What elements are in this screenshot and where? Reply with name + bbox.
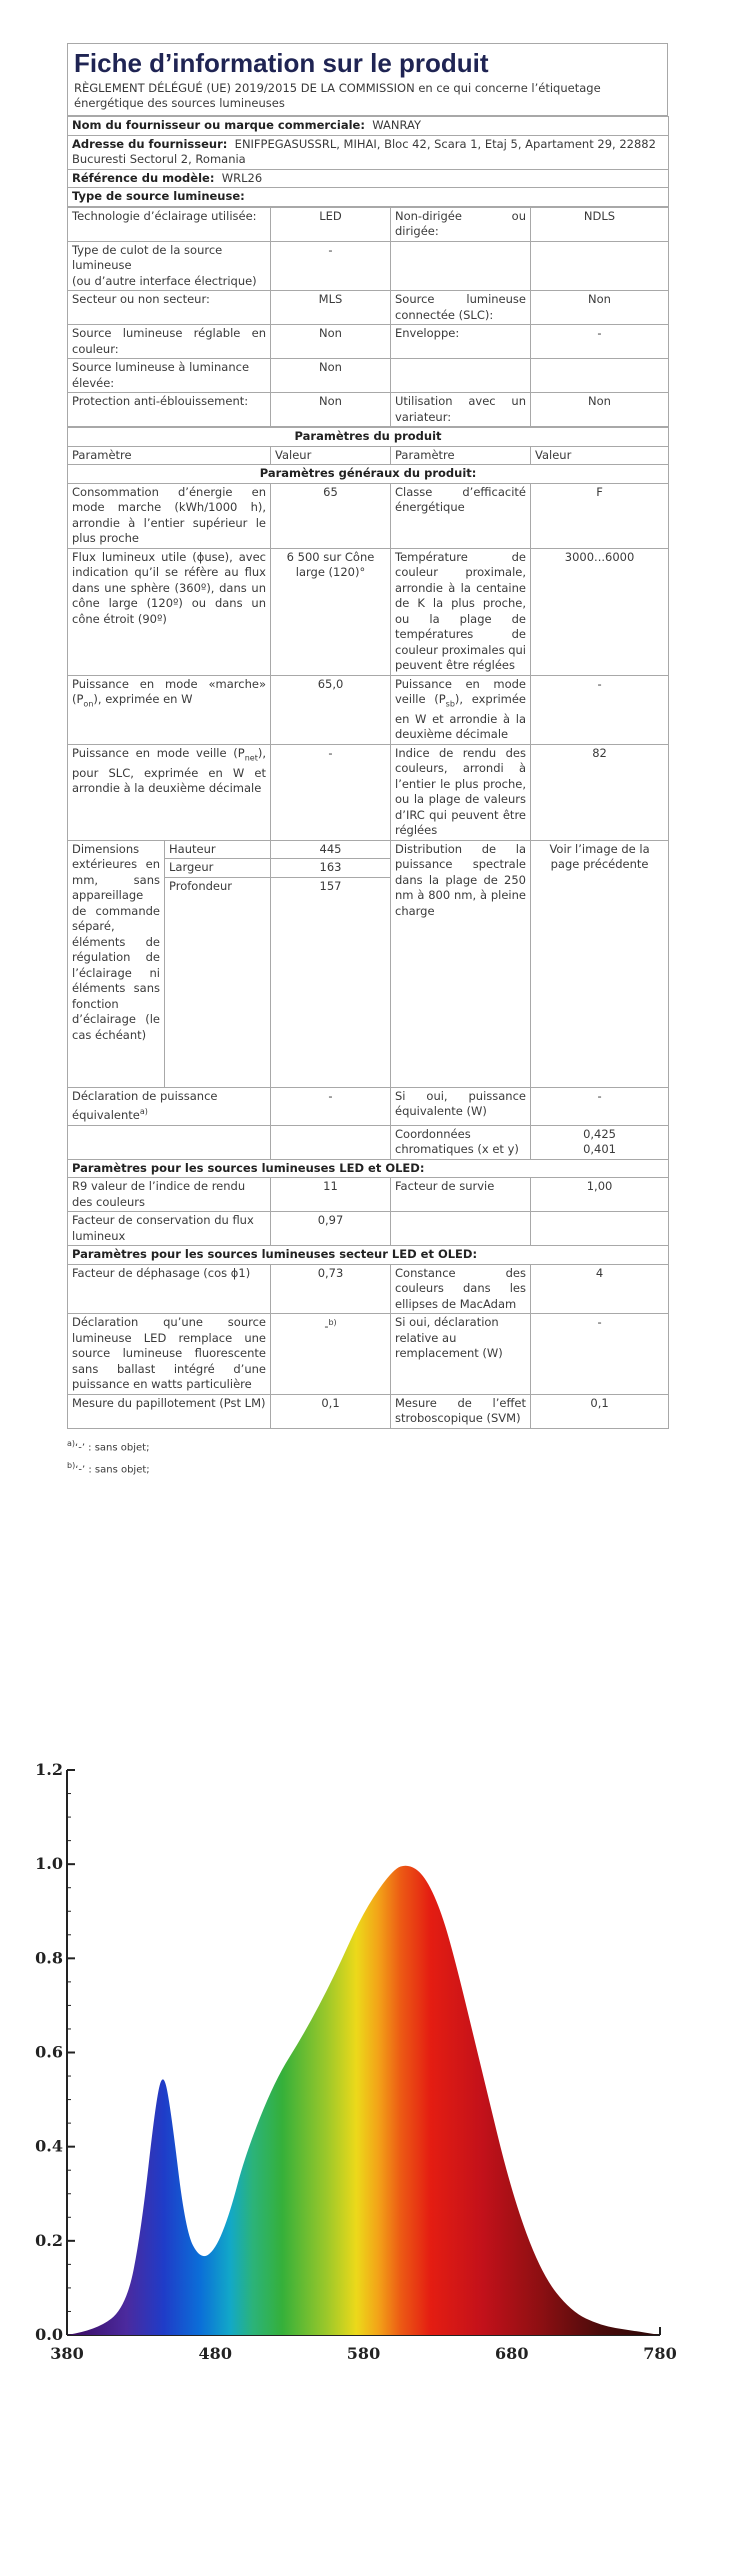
depth-label: Profondeur bbox=[165, 877, 271, 1087]
replacement-watt-value: - bbox=[531, 1314, 669, 1395]
type-row bbox=[68, 207, 669, 241]
flicker-label: Mesure du papillotement (Pst LM) bbox=[68, 1394, 271, 1428]
type-value: Non bbox=[531, 393, 669, 427]
type-label: Non-dirigée ou dirigée: bbox=[391, 207, 531, 241]
height-value: 445 bbox=[271, 840, 391, 859]
y-tick-label: 0.6 bbox=[35, 2042, 63, 2062]
y-tick-label: 0.2 bbox=[35, 2230, 63, 2250]
spectrum-point bbox=[163, 2071, 165, 2073]
y-tick-label: 0.0 bbox=[35, 2325, 63, 2344]
color-consistency-value: 4 bbox=[531, 1264, 669, 1314]
label-part: Puissance en mode veille (P bbox=[395, 676, 526, 706]
phase-row bbox=[68, 1264, 669, 1314]
height-label: Hauteur bbox=[165, 840, 271, 859]
footnote-mark: a) bbox=[67, 1438, 76, 1448]
supplier-name-label: Nom du fournisseur ou marque commerciale: bbox=[72, 118, 365, 132]
model-label: Référence du modèle: bbox=[72, 170, 215, 185]
label-part: ), pour SLC, exprimée en W et arrondie à la deuxième décimale bbox=[72, 745, 266, 796]
label-subscript: on bbox=[83, 699, 94, 709]
column-header-value: Valeur bbox=[271, 446, 391, 465]
spectrum-point bbox=[363, 1910, 365, 1912]
y-tick-label: 0.4 bbox=[35, 2136, 63, 2156]
type-value: MLS bbox=[271, 291, 391, 325]
x-tick-label: 580 bbox=[346, 2344, 381, 2363]
dimensions-label: Dimensions extérieures en mm, sans appareillage de commande séparé, éléments de régulation de l’éclairage ni éléments sans fonction d’éclairage (le cas échéant) bbox=[68, 840, 165, 1087]
r9-row bbox=[68, 1178, 669, 1212]
flux-row bbox=[68, 548, 669, 675]
product-parameters-table bbox=[67, 427, 669, 1429]
displacement-factor-label: Facteur de déphasage (cos ɸ1) bbox=[68, 1264, 271, 1314]
y-tick-label: 0.8 bbox=[35, 1948, 63, 1968]
column-header-parameter: Paramètre bbox=[68, 446, 271, 465]
empty-cell bbox=[391, 1212, 531, 1246]
label-part: ), exprimée en W et arrondie à la deuxième décimale bbox=[395, 692, 526, 742]
mains-params-title: Paramètres pour les sources lumineuses secteur LED et OLED: bbox=[68, 1246, 669, 1265]
on-mode-power-value: 65,0 bbox=[271, 675, 391, 744]
survival-factor-label: Facteur de survie bbox=[391, 1178, 531, 1212]
spectrum-point bbox=[407, 1863, 409, 1865]
type-label-line: Type de culot de la source lumineuse bbox=[72, 242, 223, 272]
chromaticity-value bbox=[531, 1125, 669, 1159]
footnote bbox=[67, 1437, 668, 1455]
useful-flux-label: Flux lumineux utile (ɸuse), avec indication qu’il se réfère au flux dans une sphère (360º), dans un cône large (120º) ou dans un cône étroit (90º) bbox=[68, 548, 271, 675]
type-value: NDLS bbox=[531, 207, 669, 241]
footnote-text: ‘-’ : sans objet; bbox=[75, 1464, 150, 1476]
params-header-row bbox=[68, 446, 669, 465]
footnote-ref: b) bbox=[328, 1318, 337, 1328]
x-tick-label: 380 bbox=[50, 2344, 84, 2363]
type-row bbox=[68, 359, 669, 393]
replacement-row bbox=[68, 1314, 669, 1395]
useful-flux-value: 6 500 sur Cône large (120)° bbox=[271, 548, 391, 675]
equivalent-power-row bbox=[68, 1087, 669, 1125]
spectrum-point bbox=[392, 1868, 394, 1870]
type-value: - bbox=[271, 241, 391, 291]
equivalent-power-label bbox=[68, 1087, 271, 1125]
document-subtitle: RÈGLEMENT DÉLÉGUÉ (UE) 2019/2015 DE LA COMMISSION en ce qui concerne l’étiquetage énergétique des sources lumineuses bbox=[67, 80, 668, 116]
empty-cell bbox=[68, 1125, 271, 1159]
flicker-value: 0,1 bbox=[271, 1394, 391, 1428]
x-tick-label: 680 bbox=[495, 2344, 529, 2363]
spectrum-point bbox=[274, 2080, 276, 2082]
type-value: Non bbox=[271, 393, 391, 427]
lumen-maintenance-value: 0,97 bbox=[271, 1212, 391, 1246]
spectral-power-distribution-chart bbox=[35, 1750, 677, 2390]
type-label: Source lumineuse réglable en couleur: bbox=[68, 325, 271, 359]
lumen-maintenance-row bbox=[68, 1212, 669, 1246]
type-label: Source lumineuse connectée (SLC): bbox=[391, 291, 531, 325]
cri-value: 82 bbox=[531, 744, 669, 840]
type-label bbox=[391, 359, 531, 393]
width-label: Largeur bbox=[165, 859, 271, 878]
supplier-address-row bbox=[68, 135, 669, 169]
led-title-row bbox=[68, 1159, 669, 1178]
stroboscopic-label: Mesure de l’effet stroboscopique (SVM) bbox=[391, 1394, 531, 1428]
type-label: Technologie d’éclairage utilisée: bbox=[68, 207, 271, 241]
dims-row bbox=[68, 840, 669, 859]
networked-standby-value: - bbox=[271, 744, 391, 840]
chromaticity-row bbox=[68, 1125, 669, 1159]
power-net-row bbox=[68, 744, 669, 840]
equivalent-watt-label: Si oui, puissance équivalente (W) bbox=[391, 1087, 531, 1125]
y-tick-label: 1.2 bbox=[35, 1760, 63, 1779]
consumption-value: 65 bbox=[271, 483, 391, 548]
equivalent-power-value: - bbox=[271, 1087, 391, 1125]
type-label-line: (ou d’autre interface électrique) bbox=[72, 273, 257, 288]
color-temperature-label: Température de couleur proximale, arrondie à la centaine de K la plus proche, ou la plage de températures de couleur proximales qui peuvent être réglées bbox=[391, 548, 531, 675]
type-value: LED bbox=[271, 207, 391, 241]
model-row bbox=[68, 169, 669, 188]
width-value: 163 bbox=[271, 859, 391, 878]
label-part: ), exprimée en W bbox=[93, 692, 193, 706]
power-on-row bbox=[68, 675, 669, 744]
document-title: Fiche d’information sur le produit bbox=[67, 43, 668, 80]
footnote-ref: a) bbox=[139, 1107, 148, 1117]
x-tick-label: 480 bbox=[198, 2344, 232, 2363]
supplier-address-label: Adresse du fournisseur: bbox=[72, 136, 228, 151]
type-label: Protection anti-éblouissement: bbox=[68, 393, 271, 427]
label-part: Puissance en mode veille (P bbox=[72, 745, 245, 760]
spectrum-point bbox=[422, 1873, 424, 1875]
type-row bbox=[68, 291, 669, 325]
label-subscript: sb bbox=[445, 699, 455, 709]
spectrum-point bbox=[155, 2099, 157, 2101]
supplier-name-row bbox=[68, 117, 669, 136]
footnote-text: ‘-’ : sans objet; bbox=[75, 1441, 150, 1453]
type-section-title: Type de source lumineuse: bbox=[68, 188, 669, 207]
equivalent-watt-value: - bbox=[531, 1087, 669, 1125]
color-consistency-label: Constance des couleurs dans les ellipses de MacAdam bbox=[391, 1264, 531, 1314]
footnotes bbox=[67, 1437, 668, 1478]
standby-power-label bbox=[391, 675, 531, 744]
type-label: Source lumineuse à luminance élevée: bbox=[68, 359, 271, 393]
spectral-distribution-value: Voir l’image de la page précédente bbox=[531, 840, 669, 1087]
value-part: - bbox=[324, 1318, 329, 1333]
efficiency-class-value: F bbox=[531, 483, 669, 548]
column-header-parameter: Paramètre bbox=[391, 446, 531, 465]
efficiency-class-label: Classe d’efficacité énergétique bbox=[391, 483, 531, 548]
type-row bbox=[68, 393, 669, 427]
consumption-label: Consommation d’énergie en mode marche (kWh/1000 h), arrondie à l’entier supérieur le plus proche bbox=[68, 483, 271, 548]
color-temperature-value: 3000...6000 bbox=[531, 548, 669, 675]
column-header-value: Valeur bbox=[531, 446, 669, 465]
displacement-factor-value: 0,73 bbox=[271, 1264, 391, 1314]
light-source-type-table bbox=[67, 207, 669, 428]
spectrum-area bbox=[67, 1866, 660, 2335]
y-tick-label: 1.0 bbox=[35, 1854, 63, 1874]
led-params-title: Paramètres pour les sources lumineuses LED et OLED: bbox=[68, 1159, 669, 1178]
footnote bbox=[67, 1459, 668, 1477]
x-tick-label: 780 bbox=[643, 2344, 677, 2363]
lumen-maintenance-label: Facteur de conservation du flux lumineux bbox=[68, 1212, 271, 1246]
networked-standby-label bbox=[68, 744, 271, 840]
empty-cell bbox=[531, 1212, 669, 1246]
label-part: Puissance en mode «marche» (P bbox=[72, 676, 266, 706]
r9-label: R9 valeur de l’indice de rendu des couleurs bbox=[68, 1178, 271, 1212]
type-label bbox=[68, 241, 271, 291]
type-value: Non bbox=[531, 291, 669, 325]
mains-title-row bbox=[68, 1246, 669, 1265]
stroboscopic-value: 0,1 bbox=[531, 1394, 669, 1428]
label-subscript: net bbox=[244, 753, 258, 763]
r9-value: 11 bbox=[271, 1178, 391, 1212]
chromaticity-label: Coordonnées chromatiques (x et y) bbox=[391, 1125, 531, 1159]
type-value bbox=[531, 359, 669, 393]
chromaticity-y: 0,401 bbox=[583, 1142, 616, 1157]
empty-cell bbox=[271, 1125, 391, 1159]
footnote-mark: b) bbox=[67, 1460, 76, 1470]
type-row bbox=[68, 241, 669, 291]
replacement-claim-label: Déclaration qu’une source lumineuse LED remplace une source lumineuse fluorescente sans ballast intégré d’une puissance en watts particulière bbox=[68, 1314, 271, 1395]
type-section-row bbox=[68, 188, 669, 207]
type-row bbox=[68, 325, 669, 359]
replacement-watt-label: Si oui, déclaration relative au remplacement (W) bbox=[391, 1314, 531, 1395]
type-label: Utilisation avec un variateur: bbox=[391, 393, 531, 427]
type-value: Non bbox=[271, 325, 391, 359]
supplier-table bbox=[67, 116, 669, 207]
flicker-row bbox=[68, 1394, 669, 1428]
on-mode-power-label bbox=[68, 675, 271, 744]
cri-label: Indice de rendu des couleurs, arrondi à l’entier le plus proche, ou la plage de valeurs d’IRC qui peuvent être réglées bbox=[391, 744, 531, 840]
supplier-address: ENIFPEGASUSSRL, MIHAI, Bloc 42, Scara 1, Etaj 5, Apartament 29, 22882 Bucuresti Sectorul 2, Romania bbox=[72, 136, 656, 166]
depth-value: 157 bbox=[271, 877, 391, 1087]
consumption-row bbox=[68, 483, 669, 548]
type-value: Non bbox=[271, 359, 391, 393]
chromaticity-x: 0,425 bbox=[583, 1126, 616, 1141]
spectrum-point bbox=[244, 2155, 246, 2157]
supplier-name: WANRAY bbox=[372, 118, 421, 132]
general-params-title: Paramètres généraux du produit: bbox=[68, 465, 669, 484]
model-reference: WRL26 bbox=[221, 170, 263, 185]
standby-power-value: - bbox=[531, 675, 669, 744]
params-title-row bbox=[68, 428, 669, 447]
spectral-distribution-label: Distribution de la puissance spectrale dans la plage de 250 nm à 800 nm, à pleine charge bbox=[391, 840, 531, 1087]
type-label: Secteur ou non secteur: bbox=[68, 291, 271, 325]
params-title: Paramètres du produit bbox=[68, 428, 669, 447]
type-label: Enveloppe: bbox=[391, 325, 531, 359]
type-value: - bbox=[531, 325, 669, 359]
type-value bbox=[531, 241, 669, 291]
type-label bbox=[391, 241, 531, 291]
general-title-row bbox=[68, 465, 669, 484]
spectrum-point bbox=[437, 1901, 439, 1903]
product-information-sheet bbox=[67, 43, 668, 1481]
label-part: Déclaration de puissance équivalente bbox=[72, 1088, 218, 1123]
survival-factor-value: 1,00 bbox=[531, 1178, 669, 1212]
replacement-claim-value bbox=[271, 1314, 391, 1395]
